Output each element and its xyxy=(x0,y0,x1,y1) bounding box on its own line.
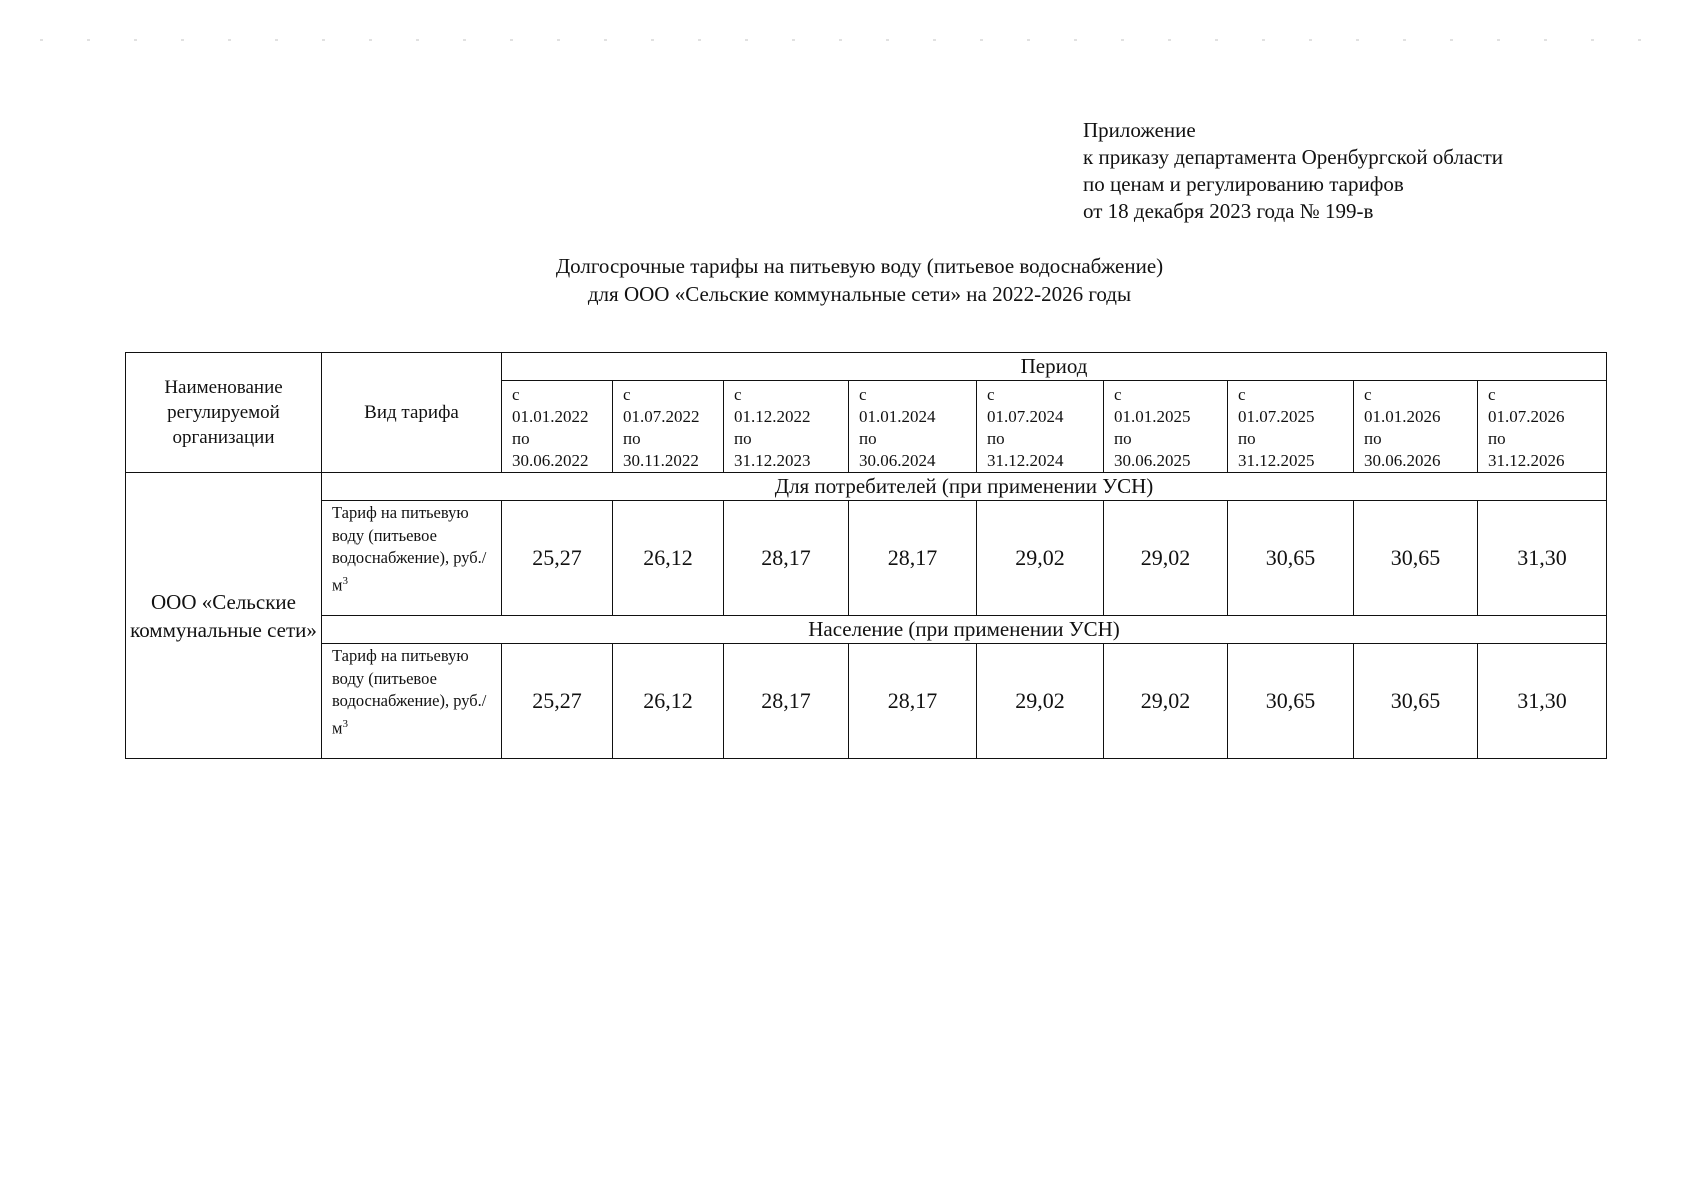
title-line-1: Долгосрочные тарифы на питьевую воду (питьевое водоснабжение) xyxy=(555,254,1164,278)
tariff-value-cell: 30,65 xyxy=(1354,644,1478,759)
tariff-value-cell: 28,17 xyxy=(724,644,849,759)
period-cell: с 01.01.2022 по 30.06.2022 xyxy=(502,381,613,473)
tariff-value-cell: 30,65 xyxy=(1354,501,1478,616)
tariff-value-cell: 31,30 xyxy=(1478,644,1607,759)
tariff-value-cell: 30,65 xyxy=(1228,644,1354,759)
tariff-value-cell: 25,27 xyxy=(502,644,613,759)
period-cell: с 01.01.2024 по 30.06.2024 xyxy=(849,381,977,473)
period-cell: с 01.07.2022 по 30.11.2022 xyxy=(613,381,724,473)
tariff-table xyxy=(125,352,1607,759)
period-cell: с 01.01.2025 по 30.06.2025 xyxy=(1104,381,1228,473)
tariff-value-cell: 30,65 xyxy=(1228,501,1354,616)
tariff-value-cell: 28,17 xyxy=(724,501,849,616)
period-cell: с 01.07.2026 по 31.12.2026 xyxy=(1478,381,1607,473)
period-cell: с 01.12.2022 по 31.12.2023 xyxy=(724,381,849,473)
tariff-value-cell: 25,27 xyxy=(502,501,613,616)
tariff-value-cell: 29,02 xyxy=(977,501,1104,616)
appendix-line: от 18 декабря 2023 года № 199-в xyxy=(1083,199,1374,223)
org-name-cell: ООО «Сельские коммунальные сети» xyxy=(126,473,322,759)
tariff-value-cell: 29,02 xyxy=(1104,644,1228,759)
tariff-value-cell: 26,12 xyxy=(613,644,724,759)
appendix-line: к приказу департамента Оренбургской области xyxy=(1083,145,1503,169)
section-title-consumers: Для потребителей (при применении УСН) xyxy=(322,473,1607,501)
period-cell: с 01.07.2025 по 31.12.2025 xyxy=(1228,381,1354,473)
tariff-value-cell: 26,12 xyxy=(613,501,724,616)
title-line-2: для ООО «Сельские коммунальные сети» на 2022-2026 годы xyxy=(587,282,1132,306)
tariff-label-cell: Тариф на питьевую воду (питьевое водоснабжение), $руб./м^3$ xyxy=(322,644,502,759)
tariff-value-cell: 29,02 xyxy=(977,644,1104,759)
appendix-line: Приложение xyxy=(1083,118,1196,142)
tariff-value-cell: 29,02 xyxy=(1104,501,1228,616)
appendix-block xyxy=(1083,117,1503,225)
section-title-population: Население (при применении УСН) xyxy=(322,616,1607,644)
tariff-value-cell: 31,30 xyxy=(1478,501,1607,616)
tariff-label-cell: Тариф на питьевую воду (питьевое водоснабжение), $руб./м^3$ xyxy=(322,501,502,616)
tariff-value-cell: 28,17 xyxy=(849,501,977,616)
document-title xyxy=(0,252,1699,308)
header-org-cell: Наименование регулируемой организации xyxy=(126,353,322,473)
period-cell: с 01.07.2024 по 31.12.2024 xyxy=(977,381,1104,473)
header-tariff-type-cell: Вид тарифа xyxy=(322,353,502,473)
tariff-value-cell: 28,17 xyxy=(849,644,977,759)
scan-noise xyxy=(40,39,1660,41)
header-period-cell: Период xyxy=(502,353,1607,381)
appendix-line: по ценам и регулированию тарифов xyxy=(1083,172,1404,196)
period-cell: с 01.01.2026 по 30.06.2026 xyxy=(1354,381,1478,473)
